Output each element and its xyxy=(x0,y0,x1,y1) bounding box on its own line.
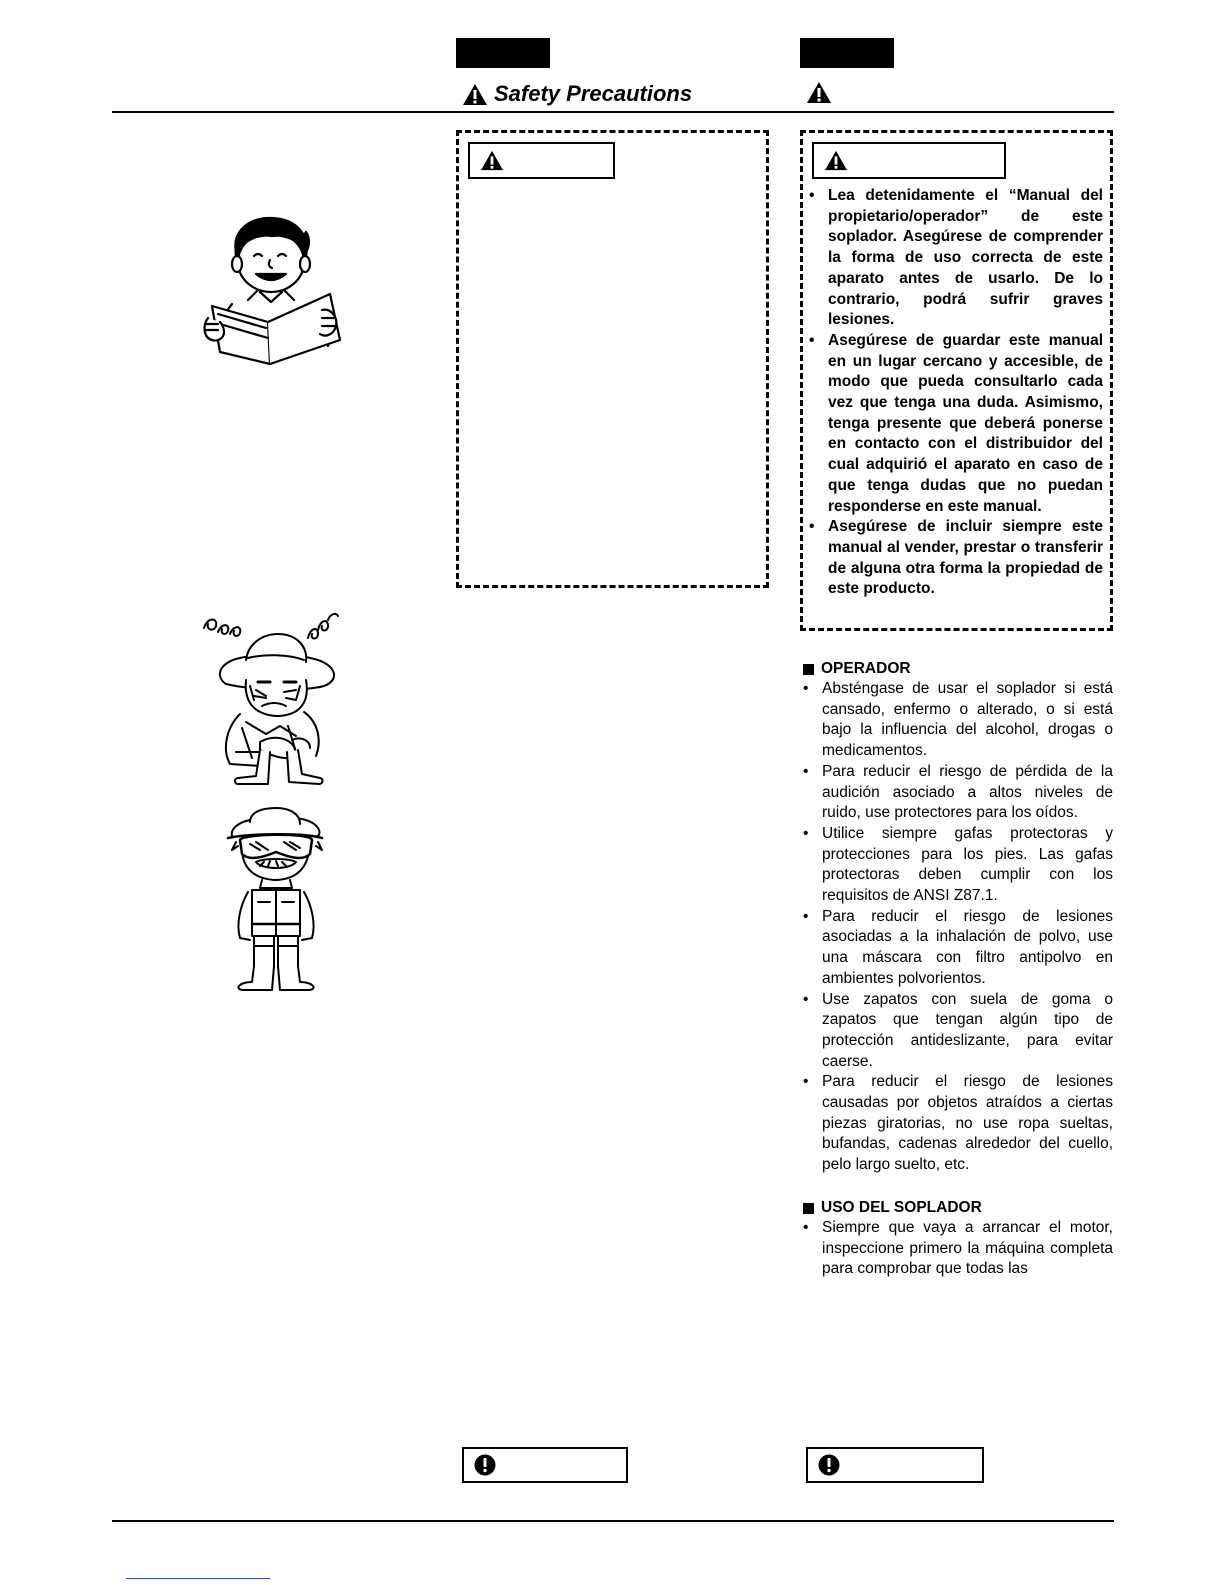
operador-section xyxy=(803,660,1113,1176)
header-rule xyxy=(112,111,1114,113)
list-item: • Asegúrese de incluir siempre este manual al vender, prestar o transferir de alguna otra forma la propiedad de este producto. xyxy=(809,517,1103,600)
section-heading: OPERADOR xyxy=(803,660,1113,678)
square-bullet-icon xyxy=(803,664,814,675)
english-title-row xyxy=(462,80,692,108)
uso-list xyxy=(803,1218,1113,1280)
warning-triangle-icon xyxy=(480,150,504,171)
list-item: • Para reducir el riesgo de lesiones causadas por objetos atraídos a ciertas piezas giratorias, no use ropa sueltas, bufandas, cadenas alrededor del cuello, pelo largo suelto, etc. xyxy=(803,1072,1113,1176)
english-warning-label xyxy=(468,142,615,179)
exclamation-circle-icon xyxy=(818,1454,840,1476)
list-item: • Siempre que vaya a arrancar el motor, inspeccione primero la máquina completa para comprobar que todas las xyxy=(803,1218,1113,1280)
list-item: • Lea detenidamente el “Manual del propietario/operador” de este soplador. Asegúrese de comprender la forma de uso correcta de este aparato antes de usarlo. De lo contrario, podrá sufrir graves lesiones. xyxy=(809,186,1103,331)
spanish-warning-label xyxy=(812,142,1006,179)
english-section-tab xyxy=(456,38,550,68)
person-reading-icon xyxy=(198,212,354,372)
spanish-important-label xyxy=(806,1447,984,1483)
footer-link-line xyxy=(126,1578,270,1579)
protective-gear-person-icon xyxy=(226,806,326,992)
english-important-label xyxy=(462,1447,628,1483)
list-item: • Para reducir el riesgo de lesiones asociadas a la inhalación de polvo, use una máscara con filtro antipolvo en ambientes polvorientos. xyxy=(803,907,1113,990)
list-item: • Asegúrese de guardar este manual en un lugar cercano y accesible, de modo que pueda consultarlo cada vez que tenga una duda. Asimismo, tenga presente que deberá ponerse en contacto con el distribuidor del cual adquirió el aparato en caso de que tenga dudas que no puedan responderse en este manual. xyxy=(809,331,1103,517)
tired-person-illustration xyxy=(200,610,350,785)
warning-triangle-icon xyxy=(806,81,832,104)
list-item: • Use zapatos con suela de goma o zapatos que tengan algún tipo de protección antideslizante, para evitar caerse. xyxy=(803,990,1113,1073)
exclamation-circle-icon xyxy=(474,1454,496,1476)
list-item: • Utilice siempre gafas protectoras y protecciones para los pies. Las gafas protectoras deben cumplir con los requisitos de ANSI Z87.1. xyxy=(803,824,1113,907)
spanish-warning-box xyxy=(800,130,1113,631)
tired-person-icon xyxy=(200,610,350,785)
protective-gear-illustration xyxy=(226,806,326,992)
operador-list xyxy=(803,679,1113,1176)
list-item: • Para reducir el riesgo de pérdida de la audición asociado a altos niveles de ruido, use protectores para los oídos. xyxy=(803,762,1113,824)
reading-manual-illustration xyxy=(198,212,354,372)
footer-rule xyxy=(112,1520,1114,1522)
warning-triangle-icon xyxy=(462,83,488,106)
spanish-title-row xyxy=(806,81,832,109)
warning-triangle-icon xyxy=(824,150,848,171)
list-item: • Absténgase de usar el soplador si está cansado, enfermo o alterado, o si está bajo la influencia del alcohol, drogas o medicamentos. xyxy=(803,679,1113,762)
square-bullet-icon xyxy=(803,1203,814,1214)
english-warning-box xyxy=(456,130,769,588)
spanish-warning-text xyxy=(809,186,1103,600)
section-heading: USO DEL SOPLADOR xyxy=(803,1199,1113,1217)
uso-section xyxy=(803,1199,1113,1280)
page-title: Safety Precautions xyxy=(494,81,693,106)
spanish-section-tab xyxy=(800,38,894,68)
